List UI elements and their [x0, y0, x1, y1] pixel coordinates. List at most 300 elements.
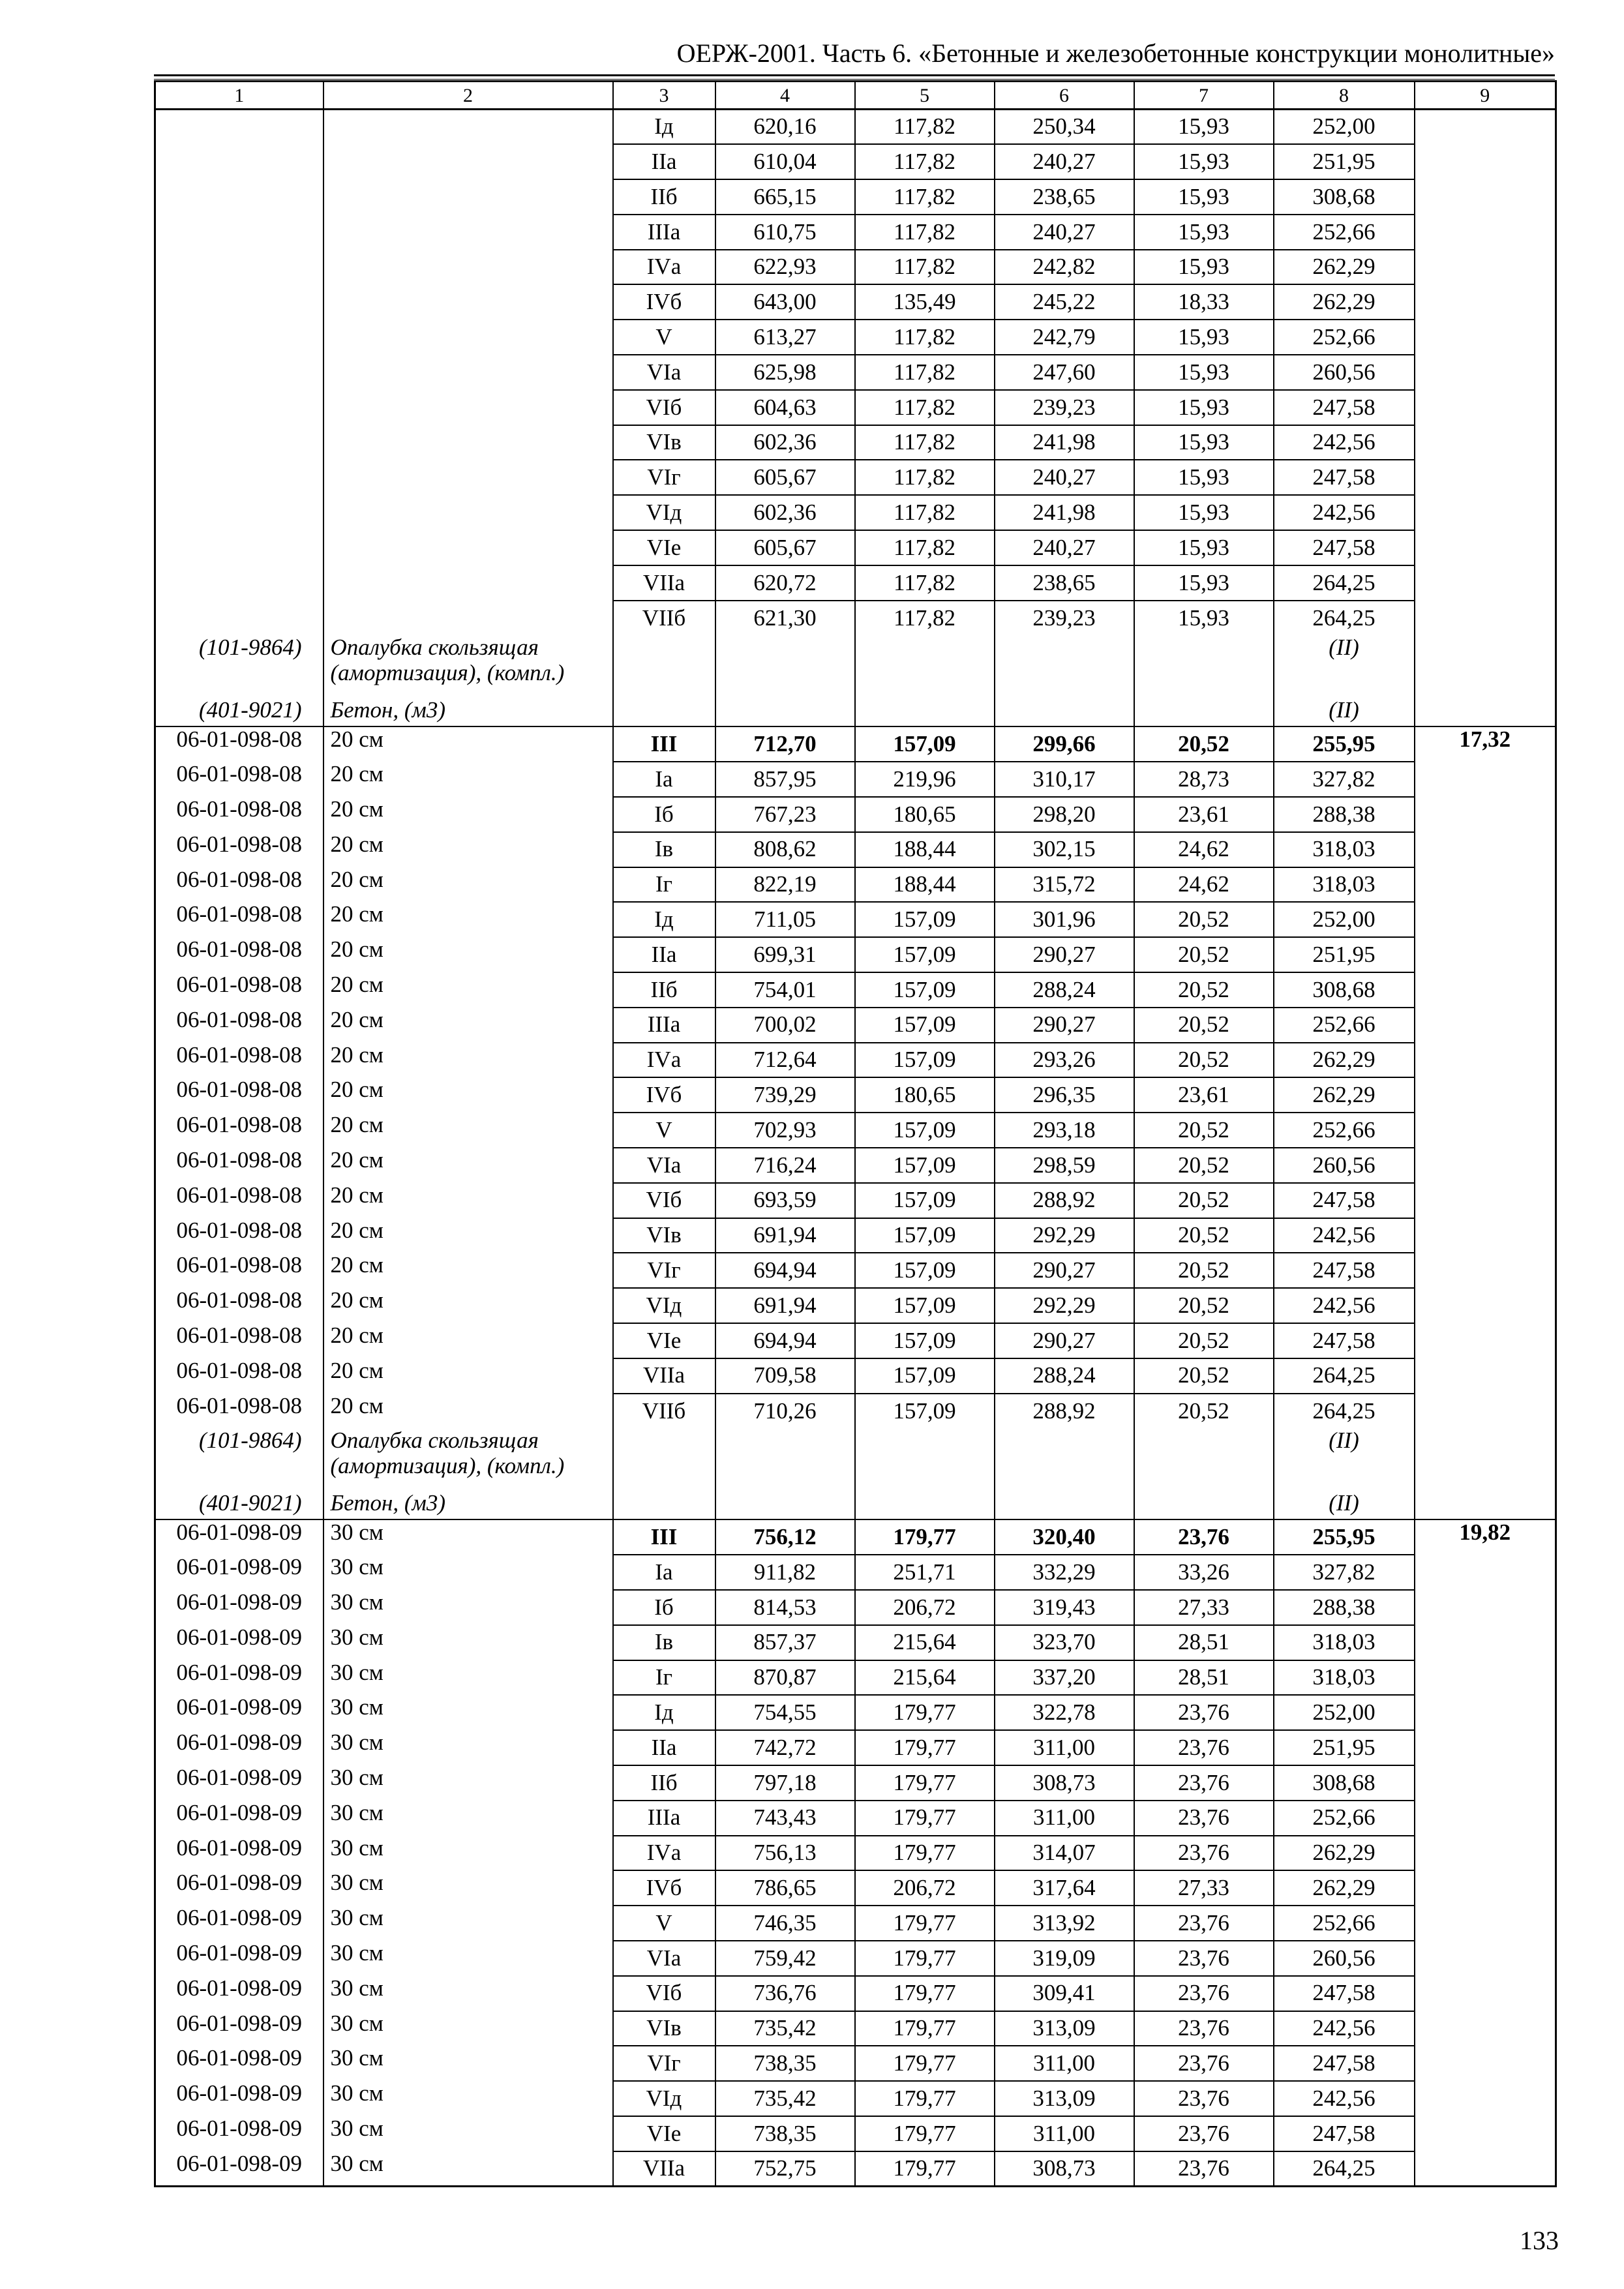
value-cell: 20,52 [1134, 726, 1274, 762]
value-cell: 288,92 [995, 1183, 1134, 1218]
labor-cell [1415, 1801, 1556, 1836]
table-row [155, 1801, 1556, 1836]
resource-row [155, 1491, 1556, 1519]
position-name-cell: 30 см [323, 2046, 613, 2081]
position-code-cell: 06-01-098-08 [155, 1008, 323, 1043]
value-cell: 313,09 [995, 2011, 1134, 2046]
position-name-cell: 30 см [323, 1765, 613, 1801]
empty-cell [1415, 1428, 1556, 1491]
value-cell: 290,27 [995, 1323, 1134, 1358]
value-cell: 293,18 [995, 1113, 1134, 1148]
zone-cell: VIг [613, 1253, 715, 1288]
value-cell: 15,93 [1134, 215, 1274, 250]
position-code-cell: 06-01-098-08 [155, 1113, 323, 1148]
zone-cell: Iд [613, 1695, 715, 1730]
position-code-cell [155, 390, 323, 425]
value-cell: 262,29 [1274, 1077, 1415, 1113]
table-row [155, 1906, 1556, 1941]
value-cell: 28,51 [1134, 1660, 1274, 1696]
value-cell: 179,77 [855, 1730, 995, 1765]
position-code-cell: 06-01-098-09 [155, 1590, 323, 1625]
value-cell: 743,43 [715, 1801, 855, 1836]
value-cell: 157,09 [855, 1288, 995, 1323]
value-cell: 117,82 [855, 601, 995, 636]
value-cell: 188,44 [855, 867, 995, 903]
empty-cell [613, 1491, 715, 1519]
value-cell: 252,66 [1274, 320, 1415, 355]
empty-cell [613, 698, 715, 726]
zone-cell: Iа [613, 1555, 715, 1590]
position-code-cell: 06-01-098-08 [155, 1148, 323, 1183]
zone-cell: VIа [613, 1941, 715, 1976]
value-cell: 293,26 [995, 1043, 1134, 1078]
value-cell: 301,96 [995, 902, 1134, 937]
value-cell: 264,25 [1274, 2151, 1415, 2187]
position-name-cell: 20 см [323, 797, 613, 832]
zone-cell: VIIб [613, 601, 715, 636]
value-cell: 308,73 [995, 2151, 1134, 2187]
position-code-cell [155, 565, 323, 601]
zone-cell: IIIа [613, 215, 715, 250]
labor-cell [1415, 1394, 1556, 1429]
value-cell: 620,16 [715, 110, 855, 145]
value-cell: 252,66 [1274, 1113, 1415, 1148]
position-name-cell: 20 см [323, 1253, 613, 1288]
labor-cell [1415, 284, 1556, 320]
value-cell: 15,93 [1134, 601, 1274, 636]
value-cell: 15,93 [1134, 565, 1274, 601]
value-cell: 157,09 [855, 1253, 995, 1288]
value-cell: 23,76 [1134, 1941, 1274, 1976]
column-number-cell: 9 [1415, 82, 1556, 110]
position-name-cell: 20 см [323, 1113, 613, 1148]
value-cell: 262,29 [1274, 1836, 1415, 1871]
position-code-cell [155, 320, 323, 355]
table-row [155, 1077, 1556, 1113]
value-cell: 327,82 [1274, 762, 1415, 797]
value-cell: 242,56 [1274, 425, 1415, 460]
value-cell: 117,82 [855, 530, 995, 565]
value-cell: 739,29 [715, 1077, 855, 1113]
value-cell: 302,15 [995, 832, 1134, 867]
value-cell: 712,70 [715, 726, 855, 762]
zone-cell: IVа [613, 250, 715, 285]
empty-cell [1415, 1491, 1556, 1519]
value-cell: 15,93 [1134, 320, 1274, 355]
position-name-cell: 30 см [323, 1801, 613, 1836]
table-row [155, 1660, 1556, 1696]
value-cell: 613,27 [715, 320, 855, 355]
value-cell: 735,42 [715, 2081, 855, 2116]
value-cell: 242,79 [995, 320, 1134, 355]
value-cell: 179,77 [855, 2081, 995, 2116]
resource-name-cell: Бетон, (м3) [323, 1491, 613, 1519]
table-row [155, 215, 1556, 250]
position-name-cell: 30 см [323, 1976, 613, 2011]
table-row [155, 1113, 1556, 1148]
value-cell: 322,78 [995, 1695, 1134, 1730]
zone-cell: VIа [613, 355, 715, 390]
price-table [154, 80, 1557, 2187]
resource-code-cell: (101-9864) [155, 635, 323, 698]
empty-cell [715, 1491, 855, 1519]
empty-cell [1415, 635, 1556, 698]
position-name-cell: 20 см [323, 726, 613, 762]
zone-cell: VIIа [613, 565, 715, 601]
value-cell: 292,29 [995, 1218, 1134, 1253]
value-cell: 20,52 [1134, 1253, 1274, 1288]
position-name-cell: 20 см [323, 1077, 613, 1113]
value-cell: 179,77 [855, 1765, 995, 1801]
resource-mark-cell: (II) [1274, 635, 1415, 698]
table-row [155, 1043, 1556, 1078]
value-cell: 319,09 [995, 1941, 1134, 1976]
zone-cell: Iг [613, 1660, 715, 1696]
column-number-row [155, 82, 1556, 110]
position-code-cell: 06-01-098-09 [155, 1555, 323, 1590]
zone-cell: Iг [613, 867, 715, 903]
value-cell: 238,65 [995, 179, 1134, 215]
value-cell: 247,58 [1274, 1976, 1415, 2011]
value-cell: 241,98 [995, 425, 1134, 460]
value-cell: 247,58 [1274, 530, 1415, 565]
value-cell: 157,09 [855, 937, 995, 972]
labor-cell [1415, 1008, 1556, 1043]
table-row [155, 902, 1556, 937]
column-number-cell: 4 [715, 82, 855, 110]
zone-cell: IVа [613, 1043, 715, 1078]
position-name-cell: 20 см [323, 902, 613, 937]
value-cell: 215,64 [855, 1625, 995, 1660]
labor-cell [1415, 110, 1556, 145]
value-cell: 28,73 [1134, 762, 1274, 797]
value-cell: 179,77 [855, 1976, 995, 2011]
value-cell: 290,27 [995, 1253, 1134, 1288]
position-code-cell: 06-01-098-08 [155, 1218, 323, 1253]
table-row [155, 726, 1556, 762]
value-cell: 822,19 [715, 867, 855, 903]
value-cell: 157,09 [855, 1113, 995, 1148]
value-cell: 247,58 [1274, 390, 1415, 425]
value-cell: 251,95 [1274, 937, 1415, 972]
value-cell: 20,52 [1134, 1183, 1274, 1218]
table-row [155, 1253, 1556, 1288]
zone-cell: IIб [613, 972, 715, 1008]
position-name-cell: 20 см [323, 1148, 613, 1183]
position-name-cell [323, 460, 613, 495]
value-cell: 309,41 [995, 1976, 1134, 2011]
value-cell: 157,09 [855, 1008, 995, 1043]
position-code-cell: 06-01-098-08 [155, 902, 323, 937]
value-cell: 311,00 [995, 1801, 1134, 1836]
value-cell: 622,93 [715, 250, 855, 285]
labor-cell [1415, 1358, 1556, 1394]
value-cell: 239,23 [995, 601, 1134, 636]
position-code-cell [155, 425, 323, 460]
value-cell: 247,60 [995, 355, 1134, 390]
value-cell: 241,98 [995, 495, 1134, 530]
value-cell: 911,82 [715, 1555, 855, 1590]
value-cell: 117,82 [855, 390, 995, 425]
value-cell: 157,09 [855, 1358, 995, 1394]
position-name-cell: 20 см [323, 1358, 613, 1394]
value-cell: 15,93 [1134, 355, 1274, 390]
value-cell: 157,09 [855, 1323, 995, 1358]
labor-cell [1415, 144, 1556, 179]
table-row [155, 565, 1556, 601]
value-cell: 157,09 [855, 1148, 995, 1183]
value-cell: 20,52 [1134, 902, 1274, 937]
empty-cell [1415, 698, 1556, 726]
position-code-cell [155, 530, 323, 565]
empty-cell [1134, 635, 1274, 698]
table-row [155, 2081, 1556, 2116]
value-cell: 247,58 [1274, 1323, 1415, 1358]
position-name-cell [323, 390, 613, 425]
empty-cell [613, 1428, 715, 1491]
zone-cell: VIб [613, 1976, 715, 2011]
value-cell: 604,63 [715, 390, 855, 425]
table-row [155, 495, 1556, 530]
labor-cell [1415, 495, 1556, 530]
value-cell: 264,25 [1274, 1394, 1415, 1429]
zone-cell: VIд [613, 2081, 715, 2116]
position-name-cell [323, 425, 613, 460]
zone-cell: IIIа [613, 1801, 715, 1836]
value-cell: 691,94 [715, 1218, 855, 1253]
zone-cell: Iб [613, 797, 715, 832]
column-number-cell: 6 [995, 82, 1134, 110]
value-cell: 20,52 [1134, 1288, 1274, 1323]
value-cell: 255,95 [1274, 726, 1415, 762]
value-cell: 240,27 [995, 215, 1134, 250]
value-cell: 252,00 [1274, 1695, 1415, 1730]
value-cell: 311,00 [995, 1730, 1134, 1765]
value-cell: 15,93 [1134, 460, 1274, 495]
value-cell: 311,00 [995, 2046, 1134, 2081]
value-cell: 716,24 [715, 1148, 855, 1183]
value-cell: 23,76 [1134, 1906, 1274, 1941]
value-cell: 117,82 [855, 144, 995, 179]
value-cell: 319,43 [995, 1590, 1134, 1625]
position-code-cell [155, 284, 323, 320]
zone-cell: IIа [613, 144, 715, 179]
value-cell: 288,92 [995, 1394, 1134, 1429]
zone-cell: Iд [613, 110, 715, 145]
value-cell: 15,93 [1134, 250, 1274, 285]
zone-cell: Iв [613, 832, 715, 867]
position-name-cell: 20 см [323, 1323, 613, 1358]
position-name-cell: 30 см [323, 2151, 613, 2187]
zone-cell: VIIб [613, 1394, 715, 1429]
resource-mark-cell: (II) [1274, 1428, 1415, 1491]
value-cell: 23,76 [1134, 1730, 1274, 1765]
value-cell: 179,77 [855, 1836, 995, 1871]
value-cell: 247,58 [1274, 1183, 1415, 1218]
table-row [155, 1941, 1556, 1976]
position-code-cell: 06-01-098-08 [155, 797, 323, 832]
value-cell: 255,95 [1274, 1519, 1415, 1555]
table-row [155, 144, 1556, 179]
position-name-cell [323, 320, 613, 355]
labor-cell [1415, 797, 1556, 832]
position-name-cell [323, 144, 613, 179]
value-cell: 117,82 [855, 460, 995, 495]
empty-cell [855, 698, 995, 726]
zone-cell: VIг [613, 460, 715, 495]
value-cell: 736,76 [715, 1976, 855, 2011]
value-cell: 752,75 [715, 2151, 855, 2187]
labor-cell [1415, 2151, 1556, 2187]
value-cell: 15,93 [1134, 144, 1274, 179]
value-cell: 754,01 [715, 972, 855, 1008]
position-code-cell [155, 355, 323, 390]
table-row [155, 1148, 1556, 1183]
value-cell: 242,56 [1274, 1218, 1415, 1253]
labor-cell [1415, 762, 1556, 797]
value-cell: 23,61 [1134, 797, 1274, 832]
table-row [155, 2011, 1556, 2046]
page-number: 133 [1520, 2226, 1559, 2255]
value-cell: 313,92 [995, 1906, 1134, 1941]
table-row [155, 797, 1556, 832]
value-cell: 264,25 [1274, 1358, 1415, 1394]
value-cell: 260,56 [1274, 1941, 1415, 1976]
position-name-cell [323, 530, 613, 565]
value-cell: 23,76 [1134, 2046, 1274, 2081]
position-name-cell: 30 см [323, 1836, 613, 1871]
value-cell: 318,03 [1274, 1660, 1415, 1696]
position-name-cell: 20 см [323, 762, 613, 797]
table-row [155, 1555, 1556, 1590]
value-cell: 308,73 [995, 1765, 1134, 1801]
value-cell: 15,93 [1134, 179, 1274, 215]
value-cell: 117,82 [855, 215, 995, 250]
value-cell: 117,82 [855, 179, 995, 215]
value-cell: 157,09 [855, 1183, 995, 1218]
labor-cell: 17,32 [1415, 726, 1556, 762]
labor-cell [1415, 390, 1556, 425]
value-cell: 179,77 [855, 1519, 995, 1555]
table-row [155, 1976, 1556, 2011]
position-code-cell: 06-01-098-08 [155, 1183, 323, 1218]
value-cell: 814,53 [715, 1590, 855, 1625]
position-code-cell: 06-01-098-09 [155, 1660, 323, 1696]
value-cell: 288,24 [995, 972, 1134, 1008]
labor-cell [1415, 1043, 1556, 1078]
value-cell: 298,20 [995, 797, 1134, 832]
position-name-cell: 20 см [323, 1008, 613, 1043]
value-cell: 288,38 [1274, 1590, 1415, 1625]
labor-cell [1415, 2046, 1556, 2081]
empty-cell [715, 635, 855, 698]
value-cell: 157,09 [855, 1394, 995, 1429]
value-cell: 602,36 [715, 425, 855, 460]
labor-cell [1415, 1077, 1556, 1113]
value-cell: 20,52 [1134, 1323, 1274, 1358]
table-row [155, 2046, 1556, 2081]
table-row [155, 1730, 1556, 1765]
table-row [155, 1590, 1556, 1625]
value-cell: 712,64 [715, 1043, 855, 1078]
table-row [155, 601, 1556, 636]
zone-cell: III [613, 1519, 715, 1555]
value-cell: 252,66 [1274, 215, 1415, 250]
position-name-cell: 20 см [323, 937, 613, 972]
position-name-cell [323, 565, 613, 601]
value-cell: 251,95 [1274, 144, 1415, 179]
value-cell: 317,64 [995, 1870, 1134, 1906]
value-cell: 20,52 [1134, 972, 1274, 1008]
column-number-cell: 8 [1274, 82, 1415, 110]
labor-cell [1415, 601, 1556, 636]
value-cell: 28,51 [1134, 1625, 1274, 1660]
zone-cell: VIд [613, 1288, 715, 1323]
value-cell: 24,62 [1134, 867, 1274, 903]
zone-cell: IIа [613, 937, 715, 972]
position-code-cell: 06-01-098-09 [155, 1695, 323, 1730]
value-cell: 759,42 [715, 1941, 855, 1976]
position-code-cell: 06-01-098-09 [155, 1519, 323, 1555]
value-cell: 15,93 [1134, 425, 1274, 460]
value-cell: 742,72 [715, 1730, 855, 1765]
position-code-cell: 06-01-098-08 [155, 762, 323, 797]
value-cell: 252,00 [1274, 902, 1415, 937]
value-cell: 602,36 [715, 495, 855, 530]
value-cell: 310,17 [995, 762, 1134, 797]
labor-cell [1415, 1218, 1556, 1253]
position-code-cell: 06-01-098-09 [155, 2046, 323, 2081]
position-name-cell [323, 110, 613, 145]
value-cell: 117,82 [855, 565, 995, 601]
value-cell: 292,29 [995, 1288, 1134, 1323]
labor-cell [1415, 320, 1556, 355]
value-cell: 700,02 [715, 1008, 855, 1043]
value-cell: 245,22 [995, 284, 1134, 320]
value-cell: 797,18 [715, 1765, 855, 1801]
value-cell: 262,29 [1274, 250, 1415, 285]
position-code-cell: 06-01-098-08 [155, 1253, 323, 1288]
value-cell: 665,15 [715, 179, 855, 215]
position-code-cell: 06-01-098-08 [155, 1394, 323, 1429]
value-cell: 691,94 [715, 1288, 855, 1323]
resource-row [155, 1428, 1556, 1491]
page-header: ОЕРЖ-2001. Часть 6. «Бетонные и железобетонные конструкции монолитные» [676, 38, 1555, 68]
value-cell: 179,77 [855, 1695, 995, 1730]
position-name-cell: 20 см [323, 832, 613, 867]
table-row [155, 179, 1556, 215]
value-cell: 23,76 [1134, 2116, 1274, 2151]
labor-cell [1415, 832, 1556, 867]
value-cell: 605,67 [715, 460, 855, 495]
table-row [155, 355, 1556, 390]
zone-cell: V [613, 1113, 715, 1148]
position-code-cell: 06-01-098-09 [155, 2116, 323, 2151]
value-cell: 290,27 [995, 937, 1134, 972]
value-cell: 756,13 [715, 1836, 855, 1871]
zone-cell: VIе [613, 2116, 715, 2151]
empty-cell [995, 1428, 1134, 1491]
table-row [155, 1323, 1556, 1358]
position-code-cell: 06-01-098-08 [155, 1043, 323, 1078]
value-cell: 238,65 [995, 565, 1134, 601]
table-row [155, 1008, 1556, 1043]
empty-cell [995, 1491, 1134, 1519]
zone-cell: VIе [613, 530, 715, 565]
value-cell: 27,33 [1134, 1590, 1274, 1625]
value-cell: 262,29 [1274, 1043, 1415, 1078]
value-cell: 27,33 [1134, 1870, 1274, 1906]
